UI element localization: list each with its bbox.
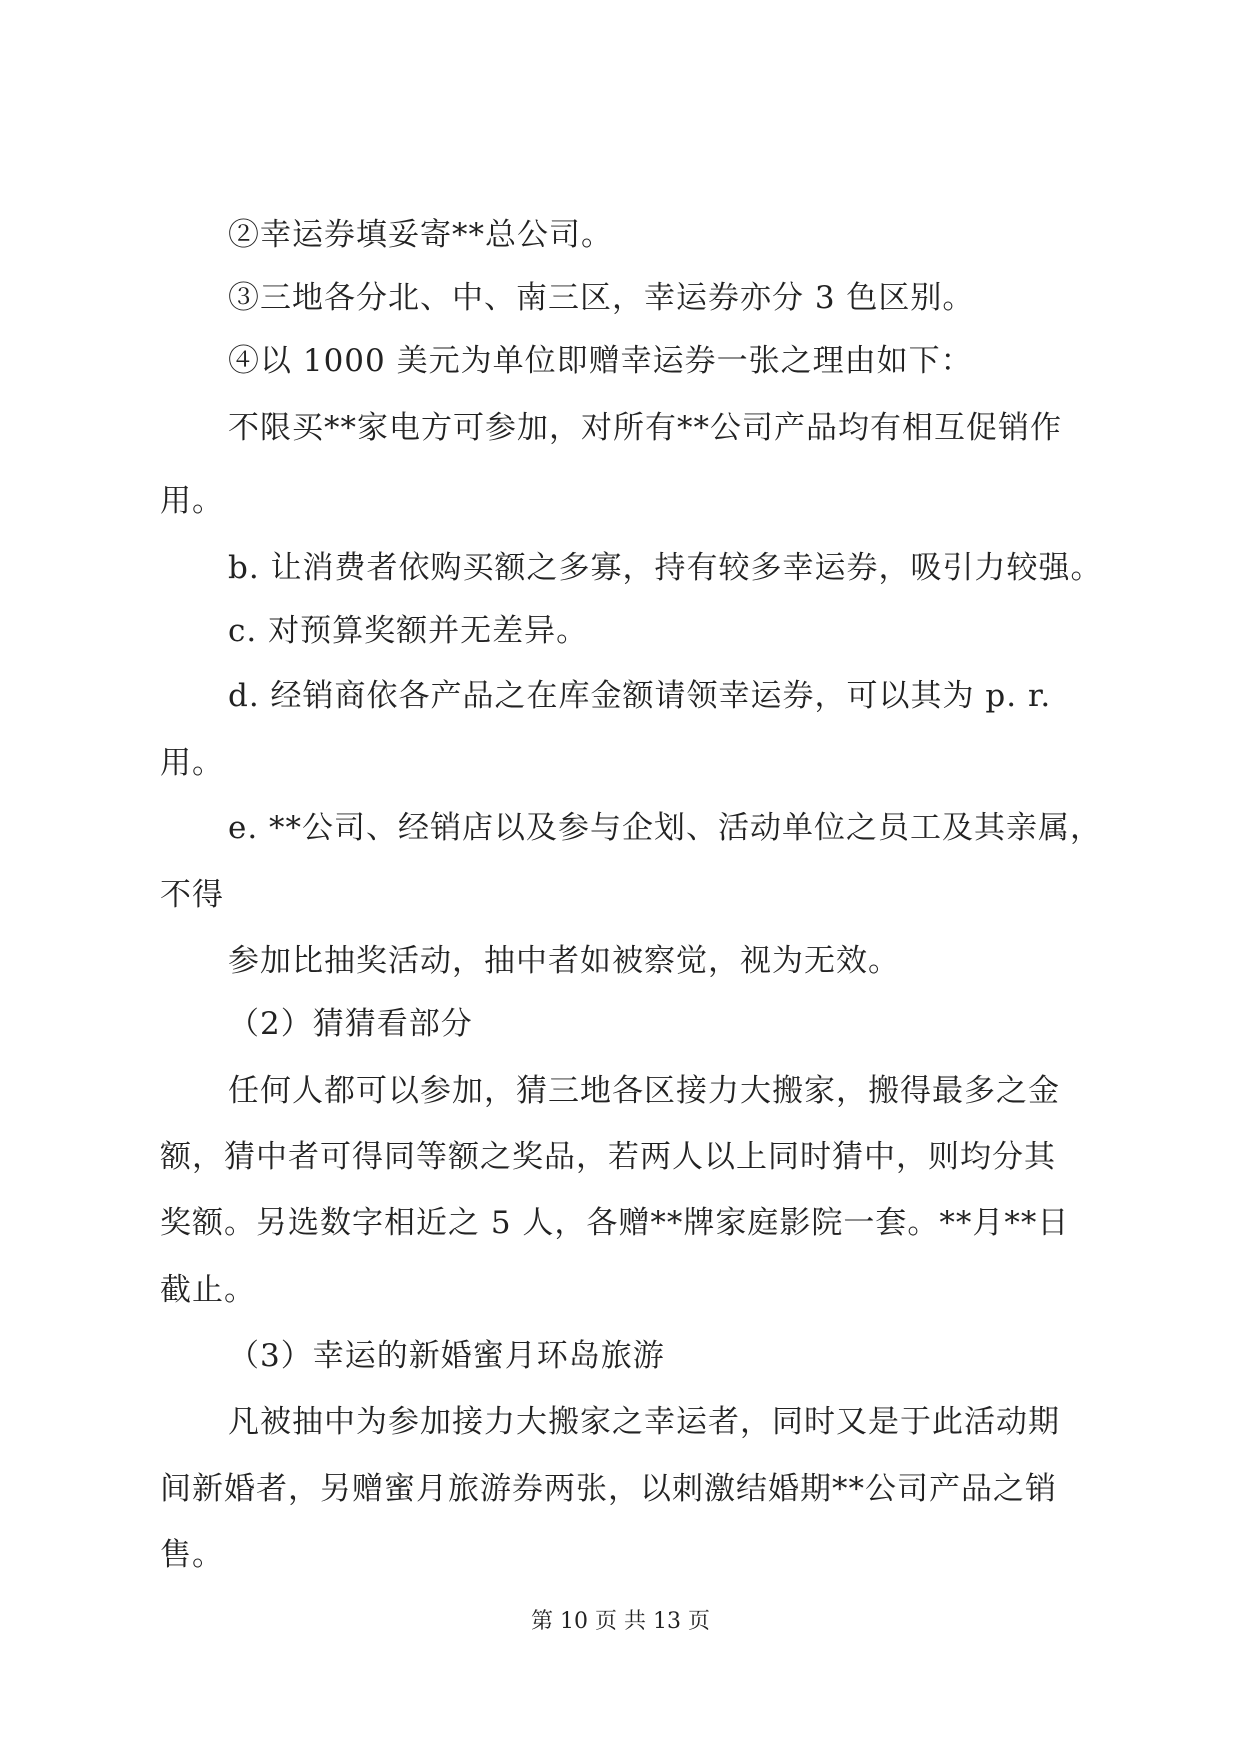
- body-line: 不得: [160, 877, 224, 913]
- body-line: ②幸运券填妥寄**总公司。: [228, 217, 613, 253]
- body-line: 不限买**家电方可参加，对所有**公司产品均有相互促销作: [228, 410, 1062, 446]
- body-line: d. 经销商依各产品之在库金额请领幸运券，可以其为 p. r.: [228, 678, 1052, 714]
- body-line: 用。: [160, 745, 224, 781]
- body-line: 截止。: [160, 1272, 256, 1308]
- section-heading: （2）猜猜看部分: [228, 1006, 473, 1042]
- body-line: 任何人都可以参加，猜三地各区接力大搬家，搬得最多之金: [228, 1073, 1060, 1109]
- body-line: e. **公司、经销店以及参与企划、活动单位之员工及其亲属，: [228, 810, 1103, 846]
- body-line: 额，猜中者可得同等额之奖品，若两人以上同时猜中，则均分其: [160, 1139, 1056, 1175]
- body-line: 售。: [160, 1537, 224, 1573]
- page-number-footer: 第 10 页 共 13 页: [531, 1609, 710, 1634]
- body-line: 奖额。另选数字相近之 5 人，各赠**牌家庭影院一套。**月**日: [160, 1205, 1070, 1241]
- section-heading: （3）幸运的新婚蜜月环岛旅游: [228, 1338, 665, 1374]
- body-line: 参加比抽奖活动，抽中者如被察觉，视为无效。: [228, 943, 900, 979]
- body-line: ③三地各分北、中、南三区，幸运券亦分 3 色区别。: [228, 280, 975, 316]
- body-line: b. 让消费者依购买额之多寡，持有较多幸运券，吸引力较强。: [228, 550, 1103, 586]
- body-line: 凡被抽中为参加接力大搬家之幸运者，同时又是于此活动期: [228, 1404, 1060, 1440]
- body-line: 用。: [160, 483, 224, 519]
- body-line: 间新婚者，另赠蜜月旅游券两张，以刺激结婚期**公司产品之销: [160, 1471, 1057, 1507]
- body-line: ④以 1000 美元为单位即赠幸运券一张之理由如下：: [228, 343, 973, 379]
- body-line: c. 对预算奖额并无差异。: [228, 613, 589, 649]
